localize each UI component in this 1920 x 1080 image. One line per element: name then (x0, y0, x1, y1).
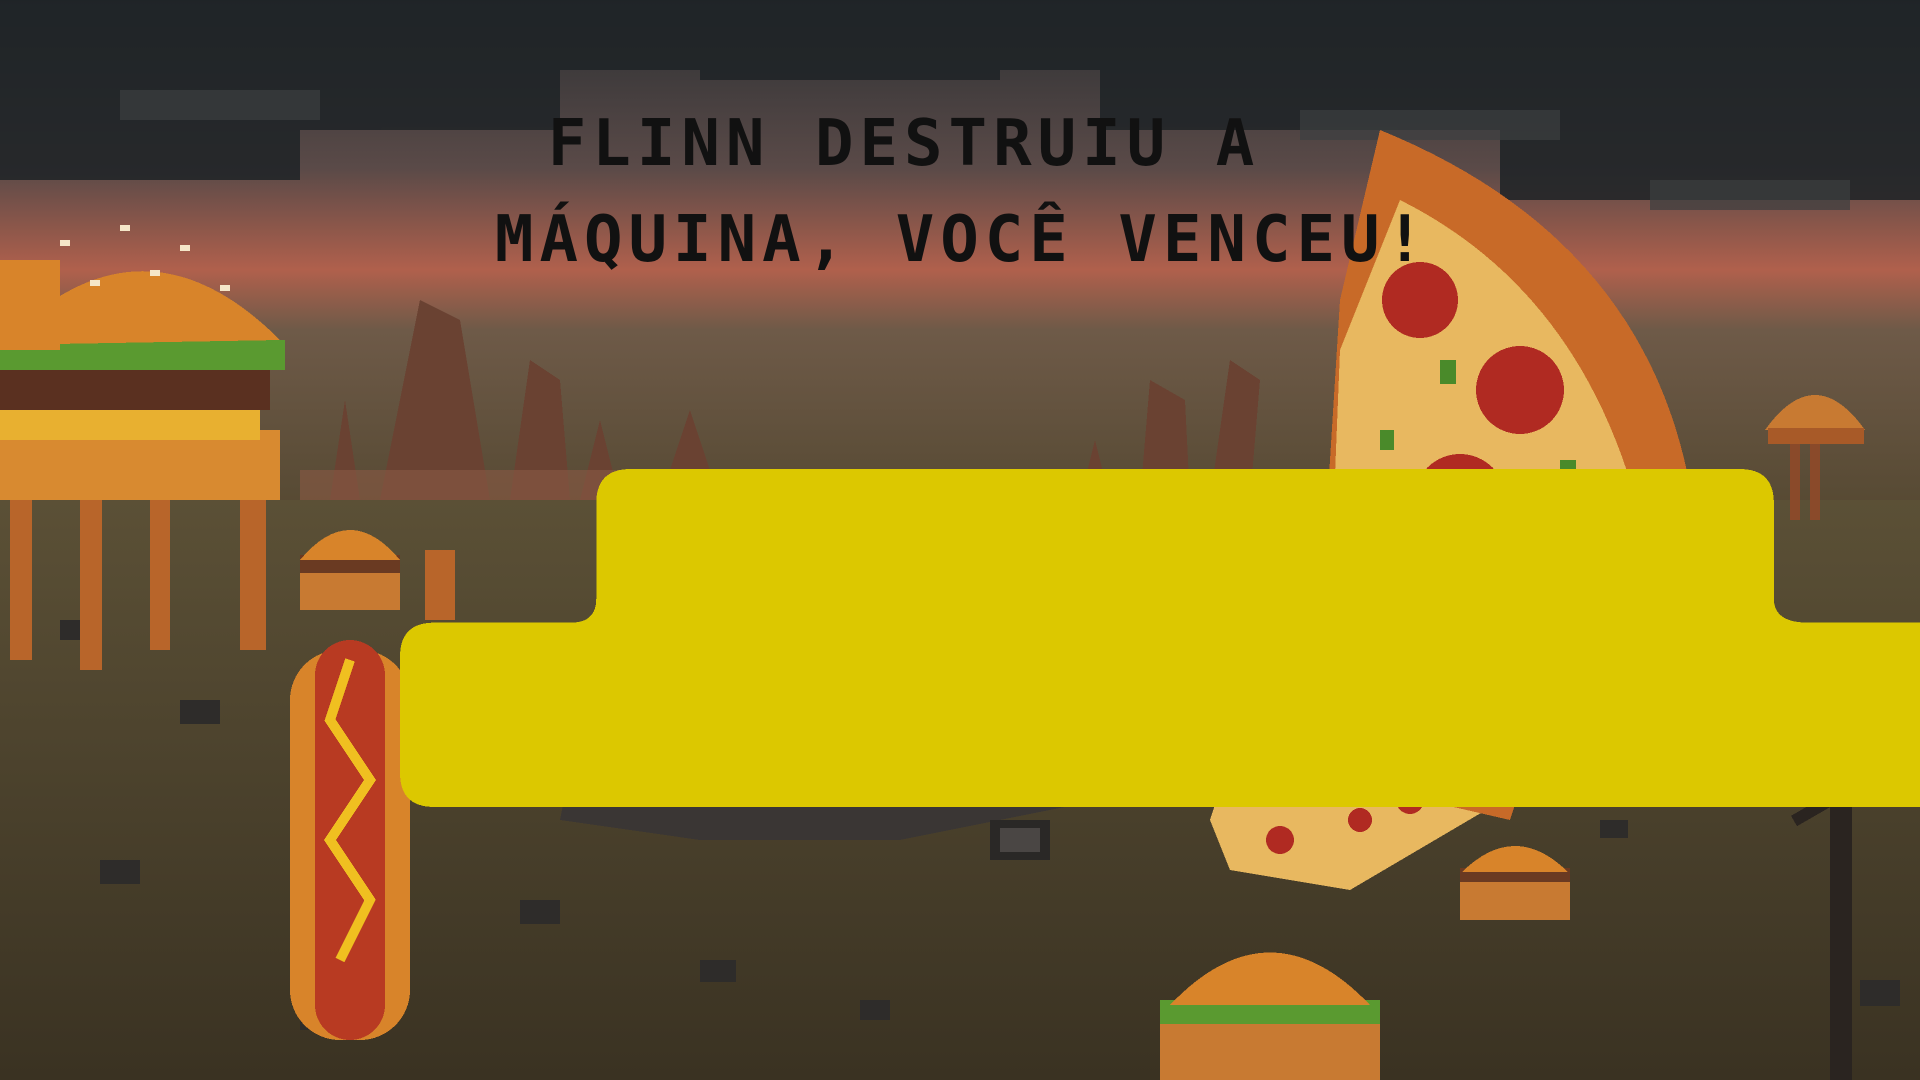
hot-dog-icon (290, 640, 410, 1040)
dialog-line-1: FLINN DESTRUIU A (547, 107, 1261, 181)
dialog-banner (400, 98, 1525, 296)
dialog-line-2: MÁQUINA, VOCÊ VENCEU! (494, 203, 1431, 277)
